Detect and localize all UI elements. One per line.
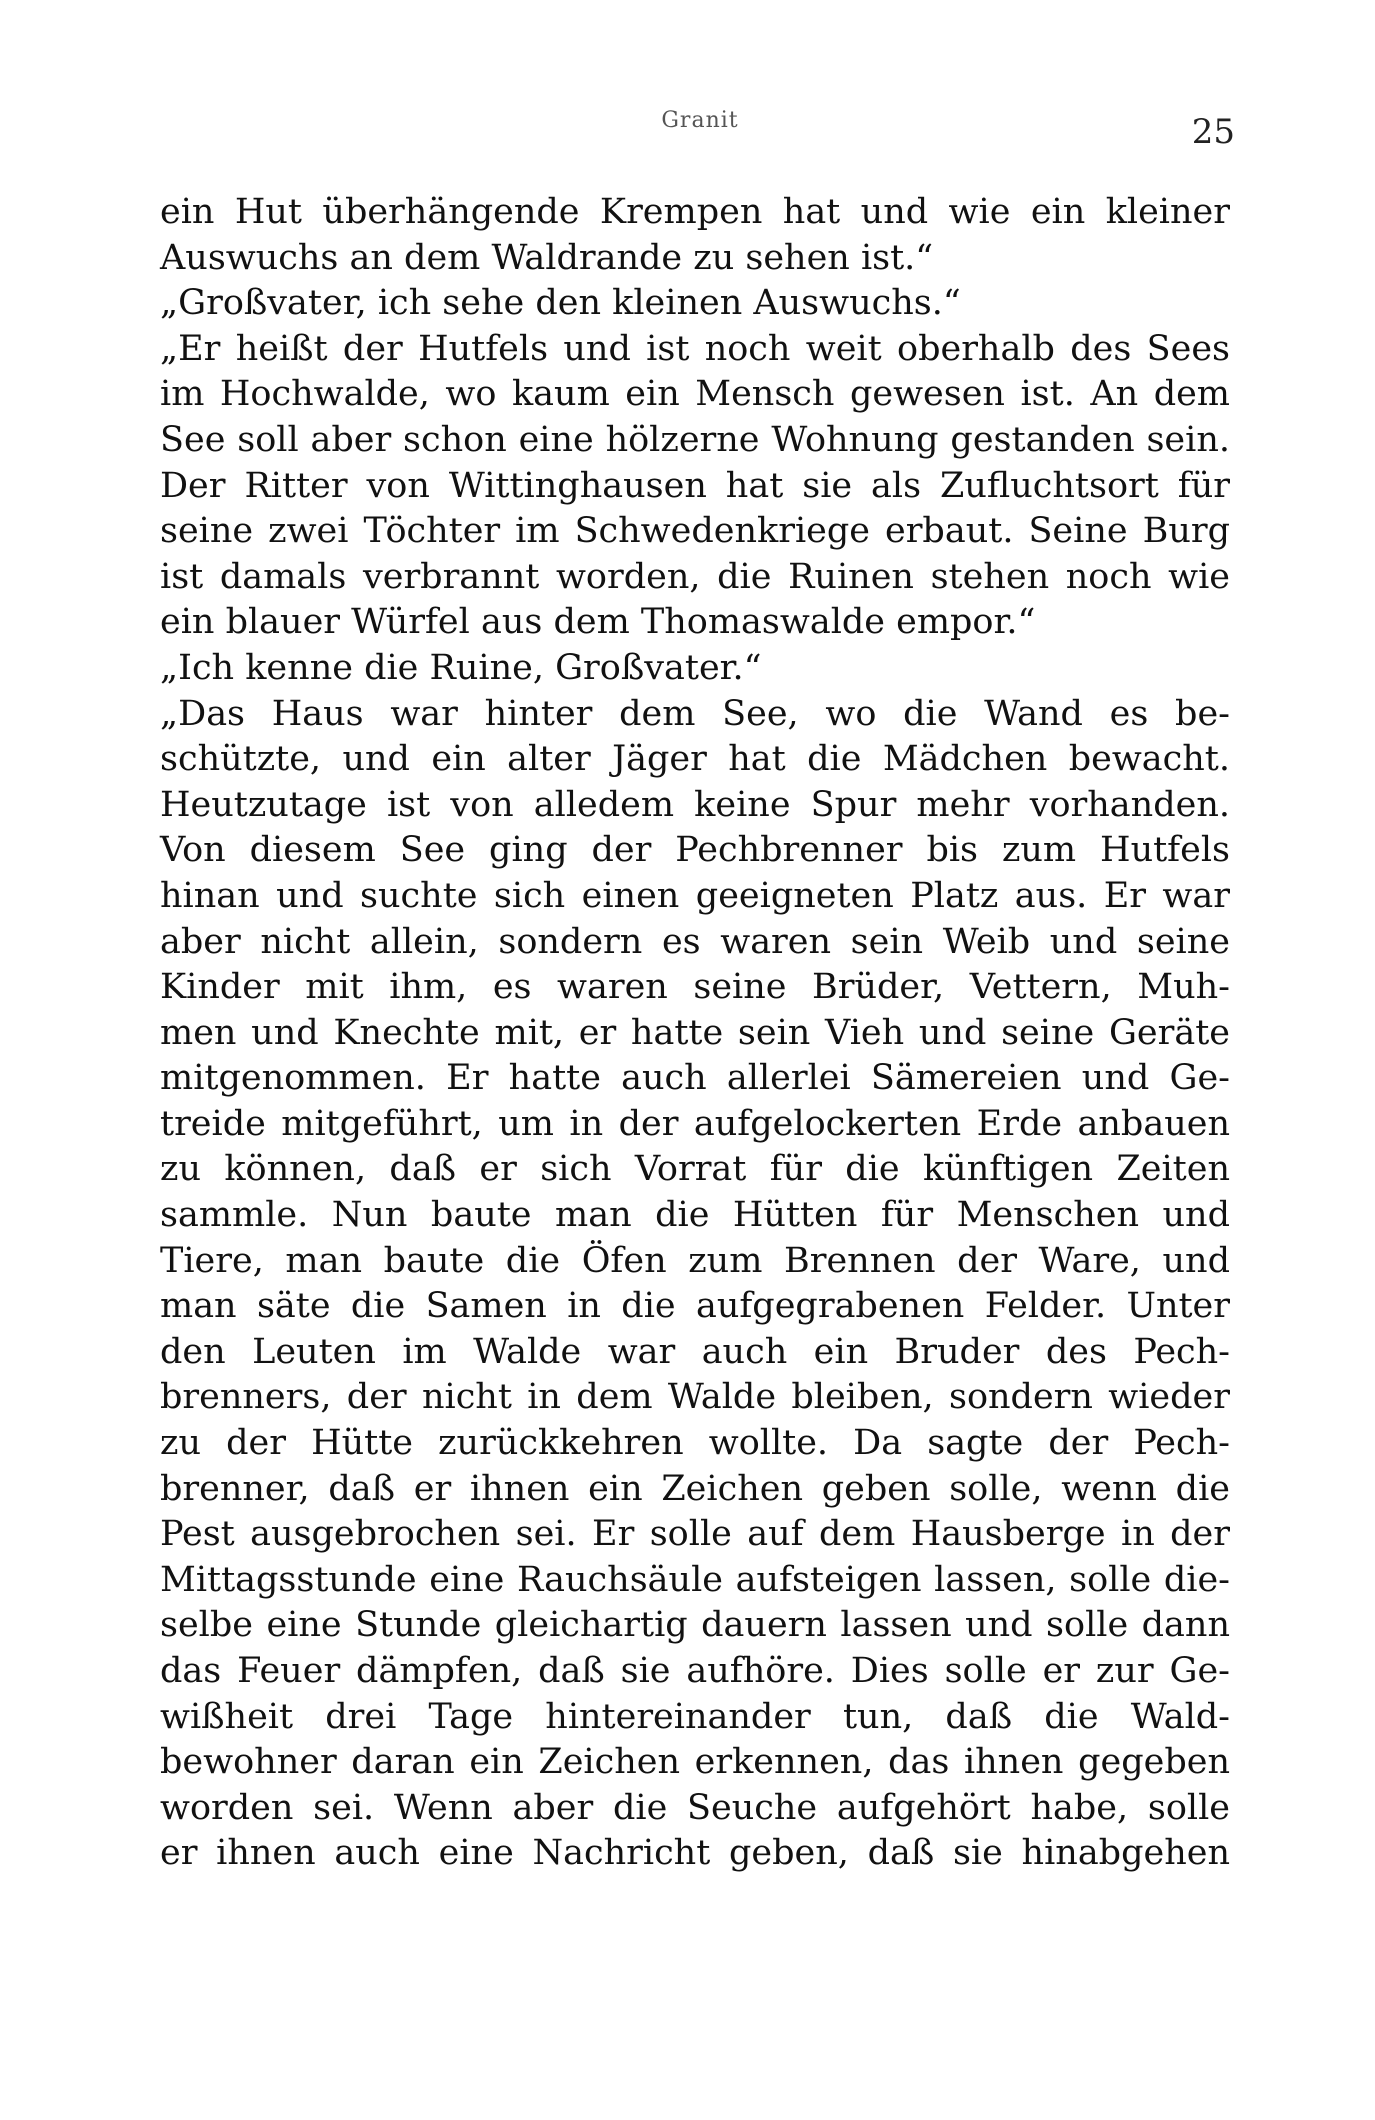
text-line: mitgenommen. Er hatte auch allerlei Sämereien und Ge-: [160, 1058, 1230, 1099]
text-line: ein blauer Würfel aus dem Thomaswalde empor.“: [160, 602, 1036, 643]
text-line: „Großvater, ich sehe den kleinen Auswuchs.“: [160, 283, 961, 324]
text-line: Auswuchs an dem Waldrande zu sehen ist.“: [160, 237, 934, 278]
text-line: Kinder mit ihm, es waren seine Brüder, Vettern, Muh-: [160, 967, 1230, 1008]
text-line: Pest ausgebrochen sei. Er solle auf dem Hausberge in der: [160, 1514, 1230, 1555]
text-line: man säte die Samen in die aufgegrabenen Felder. Unter: [160, 1286, 1230, 1327]
body-text: [160, 190, 1230, 1877]
text-line: Mittagsstunde eine Rauchsäule aufsteigen lassen, solle die-: [160, 1559, 1230, 1600]
text-line: „Er heißt der Hutfels und ist noch weit oberhalb des Sees: [160, 328, 1230, 369]
text-line: brenners, der nicht in dem Walde bleiben, sondern wieder: [160, 1377, 1230, 1418]
text-line: er ihnen auch eine Nachricht geben, daß sie hinabgehen: [160, 1833, 1230, 1874]
text-line: hinan und suchte sich einen geeigneten Platz aus. Er war: [160, 875, 1230, 916]
text-line: „Ich kenne die Ruine, Großvater.“: [160, 647, 762, 688]
text-line: Tiere, man baute die Öfen zum Brennen der Ware, und: [160, 1240, 1230, 1281]
text-line: ein Hut überhängende Krempen hat und wie ein kleiner: [160, 192, 1230, 232]
text-line: Von diesem See ging der Pechbrenner bis zum Hutfels: [160, 830, 1230, 871]
text-line: ist damals verbrannt worden, die Ruinen stehen noch wie: [160, 556, 1230, 597]
text-line: Der Ritter von Wittinghausen hat sie als Zufluchtsort für: [160, 465, 1230, 506]
text-line: worden sei. Wenn aber die Seuche aufgehört habe, solle: [160, 1787, 1230, 1828]
text-line: seine zwei Töchter im Schwedenkriege erbaut. Seine Burg: [160, 511, 1230, 552]
text-line: zu können, daß er sich Vorrat für die künftigen Zeiten: [160, 1149, 1230, 1190]
text-line: Heutzutage ist von alledem keine Spur mehr vorhanden.: [160, 784, 1230, 825]
text-line: men und Knechte mit, er hatte sein Vieh und seine Geräte: [160, 1012, 1230, 1053]
text-line: das Feuer dämpfen, daß sie aufhöre. Dies solle er zur Ge-: [160, 1651, 1230, 1691]
text-line: brenner, daß er ihnen ein Zeichen geben solle, wenn die: [160, 1468, 1230, 1509]
text-line: schützte, und ein alter Jäger hat die Mädchen bewacht.: [160, 739, 1230, 780]
running-title: Granit: [661, 108, 739, 133]
text-line: „Das Haus war hinter dem See, wo die Wand es be-: [160, 693, 1230, 734]
text-line: den Leuten im Walde war auch ein Bruder des Pech-: [160, 1331, 1230, 1372]
text-line: sammle. Nun baute man die Hütten für Menschen und: [160, 1195, 1230, 1236]
text-line: wißheit drei Tage hintereinander tun, daß die Wald-: [160, 1696, 1230, 1737]
text-line: selbe eine Stunde gleichartig dauern lassen und solle dann: [160, 1605, 1230, 1646]
text-line: treide mitgeführt, um in der aufgelockerten Erde anbauen: [160, 1103, 1230, 1144]
text-line: zu der Hütte zurückkehren wollte. Da sagte der Pech-: [160, 1423, 1230, 1464]
text-line: bewohner daran ein Zeichen erkennen, das ihnen gegeben: [160, 1742, 1230, 1783]
page-number: 25: [1191, 112, 1235, 152]
text-line: im Hochwalde, wo kaum ein Mensch gewesen ist. An dem: [160, 374, 1230, 415]
text-line: aber nicht allein, sondern es waren sein Weib und seine: [160, 921, 1230, 962]
text-line: See soll aber schon eine hölzerne Wohnung gestanden sein.: [160, 419, 1230, 460]
